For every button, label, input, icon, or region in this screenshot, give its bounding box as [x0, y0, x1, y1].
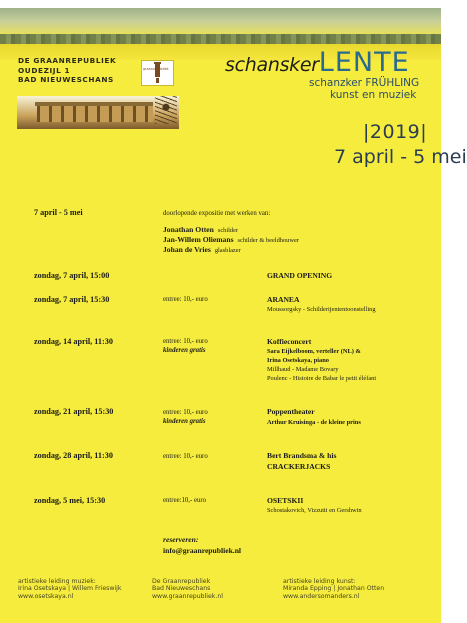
event-detail: Moussorgsky - Schilderijententoonstelling: [267, 306, 376, 313]
footer-line: Miranda Epping | Jonathan Otten: [283, 585, 385, 593]
event-entry: entree: 10,- euro: [163, 296, 208, 303]
event-title: Bert Brandsma & his: [267, 451, 337, 460]
event-date: zondag, 28 april, 11:30: [34, 451, 113, 460]
logo-text: graanrepubliek: [143, 67, 169, 71]
artist-name: Johan de Vries: [163, 245, 211, 254]
exhibition-date: 7 april - 5 mei: [34, 208, 83, 217]
artist-role: schilder & beeldhouwer: [237, 237, 299, 244]
landscape-banner: [0, 8, 441, 52]
footer-art-direction: [283, 578, 384, 600]
footer-link[interactable]: www.graanrepubliek.nl: [152, 592, 223, 600]
event-detail: Schostakovich, Vizzutti en Gershwin: [267, 507, 362, 514]
artist-name: Jonathan Otten: [163, 225, 214, 234]
title-word-schansker: schansker: [225, 54, 319, 76]
footer-line: De Graanrepubliek: [152, 578, 211, 585]
event-date: zondag, 5 mei, 15:30: [34, 496, 106, 505]
event-detail: Millhaud - Madame Bovary: [267, 366, 339, 373]
footer-venue: [152, 578, 223, 600]
reservation-label: reserveren:: [163, 535, 199, 544]
graanrepubliek-logo: [141, 60, 174, 86]
footer-line: Bad Nieuweschans: [152, 585, 211, 593]
year: |2019|: [363, 121, 428, 143]
event-entry: entree: 10,- euro: [163, 453, 208, 460]
event-entry: entree: 10,- euro: [163, 409, 208, 416]
artist-role: glasblazer: [214, 247, 241, 254]
event-detail: Poulenc - Histoire de Babar le petit éléfant: [267, 375, 377, 382]
event-date: zondag, 7 april, 15:30: [34, 295, 110, 304]
event-entry: entree:10,- euro: [163, 497, 207, 504]
footer-line: artistieke leiding muziek:: [18, 578, 96, 585]
treeline: [0, 34, 441, 44]
title-german: schanzker FRÜHLING: [309, 77, 420, 89]
org-line: BAD NIEUWESCHANS: [18, 75, 114, 85]
footer-link[interactable]: www.osetskaya.nl: [18, 592, 74, 600]
event-entry-children: kinderen gratis: [163, 347, 206, 354]
event-entry: entree: 10,- euro: [163, 338, 208, 345]
top-margin: [0, 0, 441, 8]
event-entry-children: kinderen gratis: [163, 418, 206, 425]
org-line: OUDEZIJL 1: [18, 65, 71, 75]
photo-tree: [155, 96, 177, 124]
artist-role: schilder: [217, 227, 239, 234]
photo-wall: [37, 106, 153, 122]
date-range: 7 april - 5 mei: [334, 146, 467, 168]
event-date: zondag, 21 april, 15:30: [34, 407, 114, 416]
footer-line: artistieke leiding kunst:: [283, 578, 356, 585]
footer-link[interactable]: www.andersomanders.nl: [283, 592, 360, 600]
artist-row: [163, 239, 241, 257]
footer-music-direction: [18, 578, 121, 600]
event-detail: Sara Eijkelboom, verteller (NL) &: [267, 348, 361, 355]
organization-address: [18, 56, 116, 85]
event-date: zondag, 14 april, 11:30: [34, 337, 113, 346]
building-photo: [17, 96, 179, 129]
event-title: GRAND OPENING: [267, 271, 333, 280]
event-detail: Irina Osetskaya, piano: [267, 357, 329, 364]
footer-line: Irina Osetskaya | Willem Frieswijk: [18, 585, 122, 593]
artist-name: Jan-Willem Oliemans: [163, 235, 234, 244]
event-title-line2: CRACKERJACKS: [267, 462, 331, 471]
silo-icon: [142, 61, 173, 85]
event-title: [225, 47, 410, 78]
title-word-lente: LENTE: [318, 47, 410, 78]
event-title: Poppentheater: [267, 407, 315, 416]
org-line: DE GRAANREPUBLIEK: [18, 56, 117, 65]
event-title: OSETSKII: [267, 496, 304, 505]
title-tagline: kunst en muziek: [330, 89, 417, 101]
event-title: Koffieconcert: [267, 337, 312, 346]
event-title: ARANEA: [267, 295, 300, 304]
event-detail: Arthur Kruisinga - de kleine prins: [267, 419, 361, 426]
reservation-email[interactable]: info@graanrepubliek.nl: [163, 546, 242, 555]
exhibition-intro: doorlopende expositie met werken van:: [163, 210, 271, 217]
event-date: zondag, 7 april, 15:00: [34, 271, 110, 280]
